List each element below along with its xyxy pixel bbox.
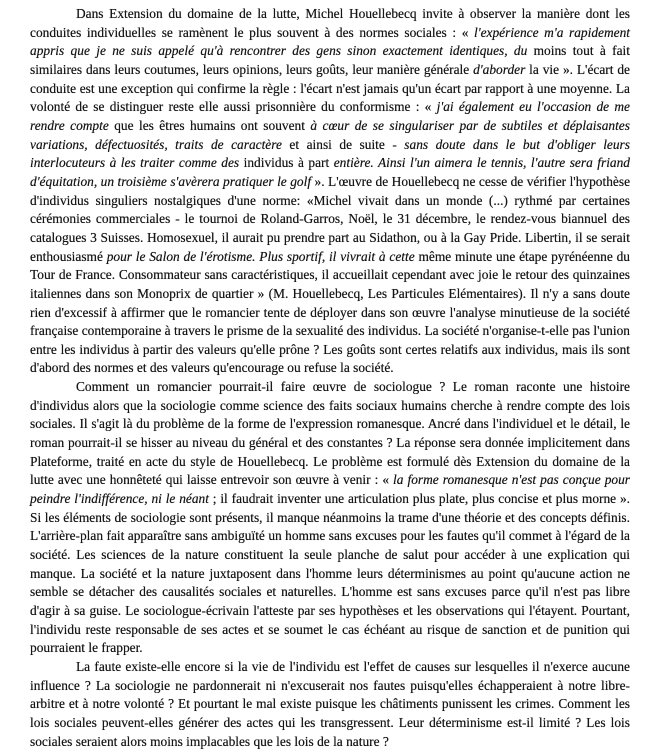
italic-quote-run: d'aborder	[473, 61, 526, 77]
text-run: ; il faudrait inventer une articulation plus plate, plus concise et plus morne ». Si les éléments de sociologie sont présents, il manque néanmoins la trame d'une théorie et des concepts définis. L'arrière-plan fait apparaître sans ambiguïté un homme sans excuses pour les fautes qu'il commet à l'égard de la société. Les sciences de la nature constituent la seule planche de salut pour accéder à une explication qui manque. La société et la nature juxtaposent dans l'homme leurs déterminismes au point qu'aucune action ne semble se détacher des causalités sociales et naturelles. L'homme est sans excuses parce qu'il n'est pas libre d'agir à sa guise. Le sociologue-écrivain l'atteste par ses hypothèses et les observations qui l'étayent. Pourtant, l'individu reste responsable de ses actes et se soumet le cas échéant au risque de sanction et de punition qui pourraient le frapper.	[30, 491, 630, 656]
text-run: ». L'œuvre de Houellebecq ne cesse de vérifier l'hypothèse d'individus singuliers nostalgiques d'une norme: «Michel vivait dans un monde (...) rythmé par certaines cérémonies commerciales - le tournoi de Roland-Garros, Noël, le 31 décembre, le rendez-vous biannuel des catalogues 3 Suisses. Homosexuel, il aurait pu prendre part au Sidathon, ou à la Gay Pride. Libertin, il se serait enthousiasmé	[30, 173, 631, 264]
paragraph	[30, 5, 630, 378]
italic-quote-run: entière. Ainsi l'un aimera le tennis, l'autre sera friand d'équitation, un troisième s'avèrera pratiquer le golf	[30, 155, 630, 189]
italic-quote-run: l'expérience m'a rapidement appris que je ne suis appelé qu'à rencontrer des gens sinon exactement identiques, du	[30, 24, 630, 59]
italic-quote-run: pour le Salon de l'érotisme. Plus sportif, il vivrait à cette	[106, 248, 415, 264]
paragraph	[30, 378, 630, 658]
text-run: et ainsi de suite -	[281, 136, 405, 152]
text-run: la vie ». L'écart de conduite est une exception qui confirme la règle : l'écart n'est jamais qu'un écart par rapport à une moyenne. La volonté de se distinguer reste elle aussi prisonnière du conformisme : «	[30, 61, 630, 115]
text-run: individus à part	[239, 155, 334, 171]
text-run: même minute une étape pyrénéenne du Tour de France. Consommateur sans caractéristiques, il accueillait cependant avec joie le retour des quinzaines italiennes dans son Monoprix de quartier » (M. Houellebecq, Les Particules Elémentaires). Il n'y a sans doute rien d'excessif à affirmer que le romancier tente de déployer dans son œuvre l'analyse minutieuse de la société française contemporaine à travers le prisme de la sexualité des individus. La société n'organise-t-elle pas l'union entre les individus à partir des valeurs qu'elle prône ? Les goûts sont certes relatifs aux individus, mais ils sont d'abord des normes et des valeurs qu'encourage ou refuse la société.	[30, 248, 630, 376]
text-run: moins tout à fait similaires dans leurs coutumes, leurs opinions, leurs goûts, leur manière générale	[30, 43, 630, 77]
text-run: que les êtres humains ont souvent	[108, 117, 311, 133]
text-run: Dans Extension du domaine de la lutte, Michel Houellebecq invite à observer la manière dont les conduites individuelles se ramènent le plus souvent à des normes sociales : «	[30, 6, 630, 40]
paragraph	[30, 658, 630, 751]
italic-quote-run: la forme romanesque n'est pas conçue pour peindre l'indifférence, ni le néant	[30, 472, 630, 507]
text-run: La faute existe-elle encore si la vie de l'individu est l'effet de causes sur lesquelles il n'exerce aucune influence ? La sociologie ne pardonnerait ni n'excuserait nos fautes puisqu'elles échapperaient à notre libre-arbitre et à notre volonté ? Et pourtant le mal existe puisque les châtiments punissent les crimes. Comment les lois sociales peuvent-elles générer des actes qui les transgressent. Leur déterminisme est-il limité ? Les lois sociales seraient alors moins implacables que les lois de la nature ?	[30, 658, 630, 749]
italic-quote-run: j'ai également eu l'occasion de me rendre compte	[30, 99, 630, 133]
italic-quote-run: sans doute dans le but d'obliger leurs interlocuteurs à les traiter comme des	[30, 136, 630, 171]
text-run: Comment un romancier pourrait-il faire œuvre de sociologue ? Le roman raconte une histoire d'individus alors que la sociologie comme science des faits sociaux humains cherche à rendre compte des lois sociales. Il s'agit là du problème de la forme de l'expression romanesque. Ancré dans l'individuel et le détail, le roman pourrait-il se hisser au niveau du général et des constantes ? La réponse sera donnée implicitement dans Plateforme, traité en acte du style de Houellebecq. Le problème est formulé dès Extension du domaine de la lutte avec une honnêteté qui laisse entrevoir son œuvre à venir : «	[30, 379, 630, 488]
italic-quote-run: à cœur de se singulariser par de subtiles et déplaisantes variations, défectuosités, traits de caractère	[30, 117, 630, 152]
